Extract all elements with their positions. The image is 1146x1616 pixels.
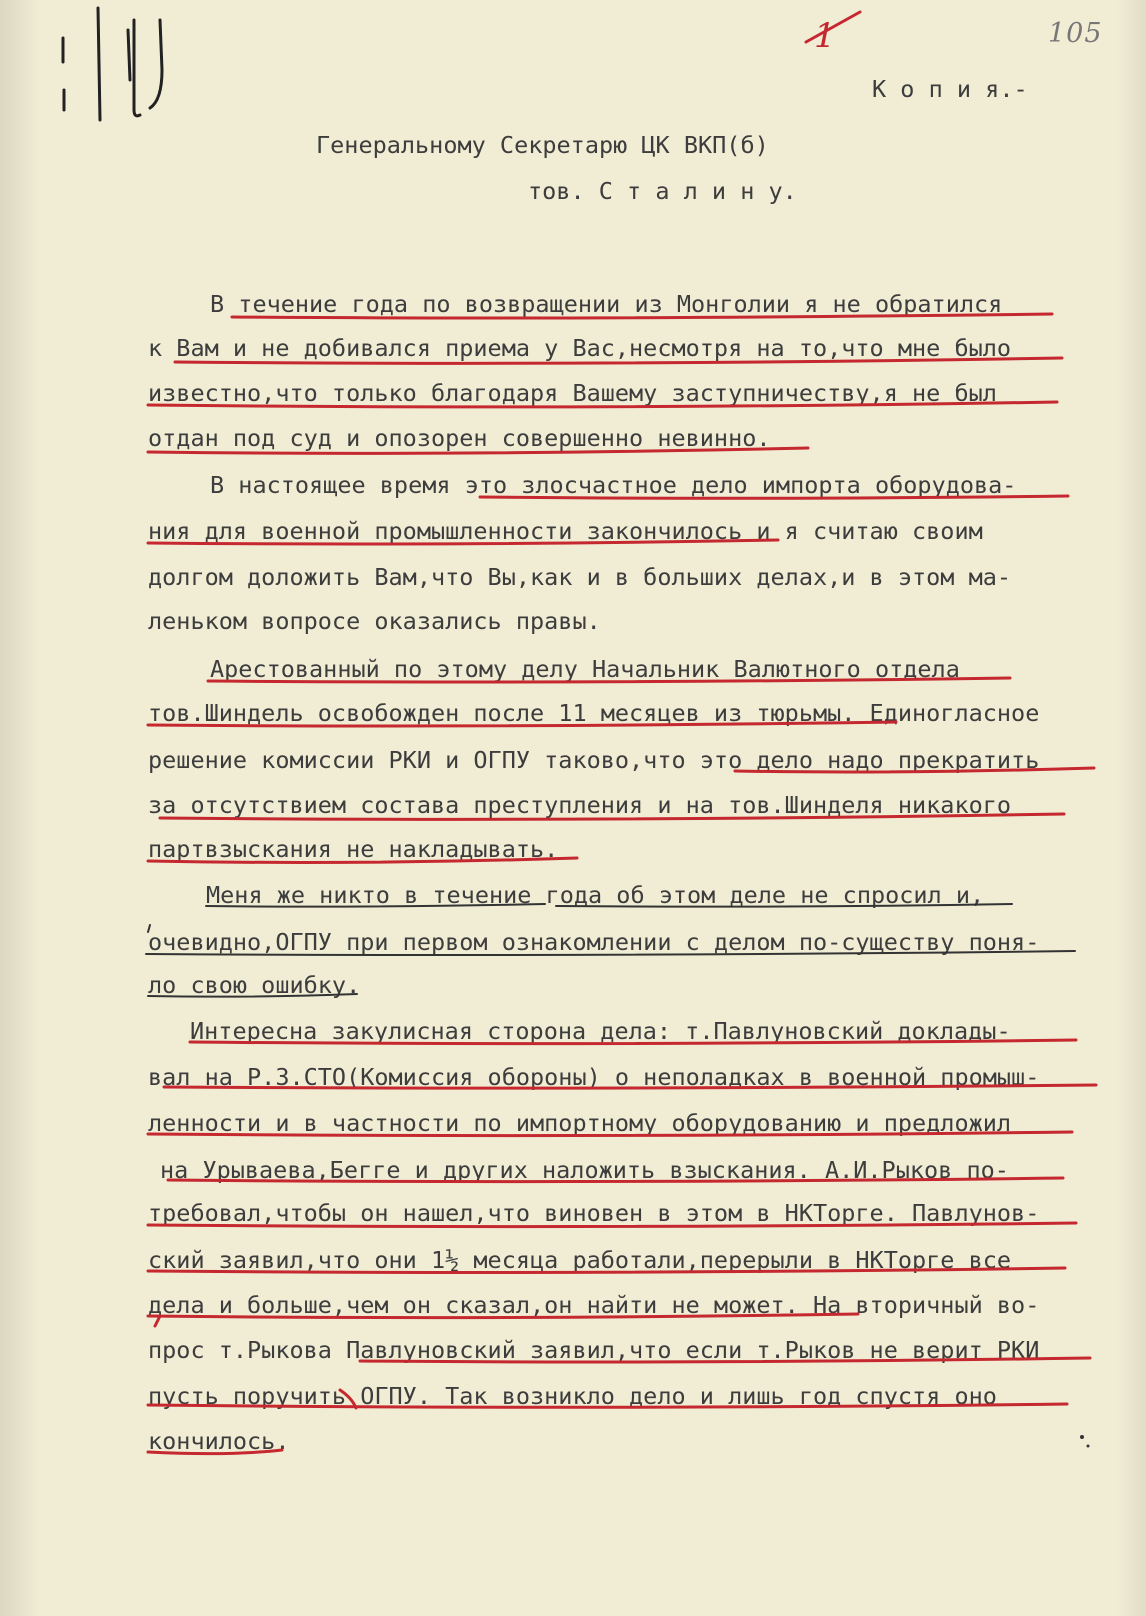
body-line: отдан под суд и опозорен совершенно невинно. (148, 424, 771, 452)
body-line: В течение года по возвращении из Монголии я не обратился (210, 290, 1003, 318)
body-line: к Вам и не добивался приема у Вас,несмотря на то,что мне было (148, 334, 1012, 362)
body-line: леньком вопросе оказались правы. (148, 607, 601, 635)
body-line: В настоящее время это злосчастное дело импорта оборудова- (210, 471, 1017, 499)
body-line: кончилось. (148, 1427, 290, 1455)
body-line: Интересна закулисная сторона дела: т.Павлуновский доклады- (190, 1017, 1011, 1045)
body-line: Арестованный по этому делу Начальник Валютного отдела (210, 655, 960, 683)
body-line: известно,что только благодаря Вашему заступничеству,я не был (148, 379, 997, 407)
body-line: ния для военной промышленности закончилось и я считаю своим (148, 517, 983, 545)
addressee-line-1: Генеральному Секретарю ЦК ВКП(б) (316, 131, 769, 159)
body-line: дела и больше,чем он сказал,он найти не может. На вторичный во- (148, 1291, 1040, 1319)
body-line: вал на Р.З.СТО(Комиссия обороны) о неполадках в военной промыш- (148, 1063, 1040, 1091)
body-line: требовал,чтобы он нашел,что виновен в этом в НКТорге. Павлунов- (148, 1199, 1040, 1227)
body-line: очевидно,ОГПУ при первом ознакомлении с делом по-существу поня- (148, 928, 1040, 956)
addressee-line-2: тов. С т а л и н у. (528, 177, 797, 205)
copy-mark: К о п и я.- (872, 75, 1028, 103)
body-line: решение комиссии РКИ и ОГПУ таково,что это дело надо прекратить (148, 746, 1040, 774)
body-line: партвзыскания не накладывать. (148, 835, 559, 863)
body-line: пусть поручить ОГПУ. Так возникло дело и лишь год спустя оно (148, 1382, 997, 1410)
body-line: ленности и в частности по импортному оборудованию и предложил (148, 1109, 1012, 1137)
body-line: прос т.Рыкова Павлуновский заявил,что если т.Рыков не верит РКИ (148, 1336, 1040, 1364)
body-line: долгом доложить Вам,что Вы,как и в больших делах,и в этом ма- (148, 563, 1012, 591)
body-line: тов.Шиндель освобожден после 11 месяцев из тюрьмы. Единогласное (148, 699, 1040, 727)
body-line: за отсутствием состава преступления и на тов.Шинделя никакого (148, 791, 1012, 819)
archive-folio-number: 105 (1048, 18, 1103, 49)
body-line: ло свою ошибку. (148, 971, 361, 999)
body-line: ский заявил,что они 1½ месяца работали,перерыли в НКТорге все (148, 1246, 1012, 1274)
body-line: на Урываева,Бегге и других наложить взыскания. А.И.Рыков по- (160, 1156, 1009, 1184)
body-line: Меня же никто в течение года об этом деле не спросил и, (206, 881, 985, 909)
sheet-number-red: 1 (814, 16, 836, 56)
